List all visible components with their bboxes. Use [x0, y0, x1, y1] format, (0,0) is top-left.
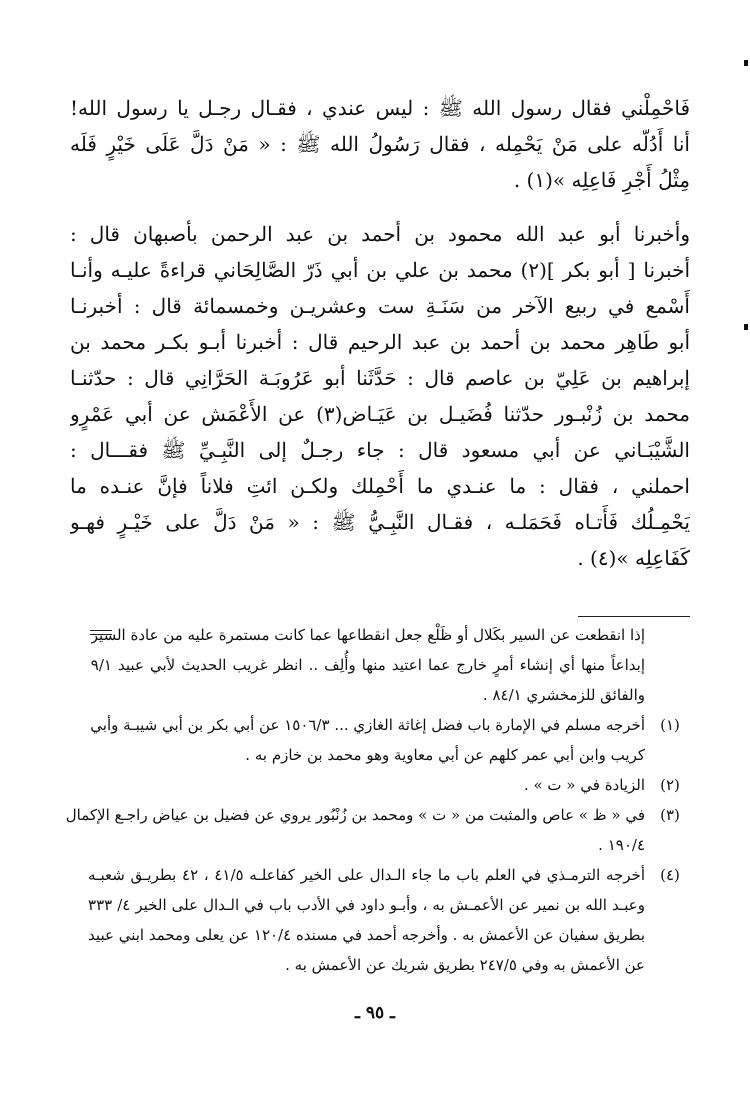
- text-line: أخبرنا [ أبو بكر ](٢) محمد بن علي بن أبي ذَرّ الصَّالِحَاني قراءةً عليـه وأنـا: [70, 258, 690, 282]
- text-line: وأخبرنا أبو عبد الله محمود بن أحمد بن عبد الرحمن بأصبهان قال :: [70, 222, 690, 246]
- scan-edge-mark: [744, 60, 748, 66]
- text-line: احملني ، فقال : ما عنـدي ما أَحْمِلك ولكـن ائتِ فلاناً فإنَّ عنـده ما: [70, 474, 690, 498]
- footnote-1: [90, 710, 695, 770]
- text-line: كَفَاعِلِه »(٤) .: [577, 546, 690, 570]
- text-line: أنا أَدُلّه على مَنْ يَحْمِله ، فقال رَسُولُ الله ﷺ : « مَنْ دَلَّ عَلَى خَيْرٍ فَلَه: [70, 132, 690, 156]
- footnote-line: ١٩٠/٤ .: [598, 836, 645, 854]
- text-line: أبو طَاهِر محمد بن أحمد بن عبد الرحيم قال : أخبرنا أبـو بكـر محمد بن: [70, 330, 690, 354]
- footnote-line: أخرجه الترمـذي في العلم باب ما جاء الـدال على الخير كفاعلـه ٤١/٥ ، ٤٢ بطريـق شعبـه: [88, 866, 645, 884]
- footnote-line: بطريق سفيان عن الأعمش به . وأخرجه أحمد في مسنده ١٢٠/٤ عن يعلى ومحمد ابني عبيد: [88, 926, 645, 944]
- footnote-line: إذا انقطعت عن السير بكَلال أو ظَلْع جعل انقطاعها عما كانت مستمرة عليه من عادة السير: [90, 626, 645, 644]
- footnote-line: وعبـد الله بن نمير عن الأعمـش به ، وأبـو داود في الأدب باب في الـدال على الخير ٤/ ٣٣٣: [88, 896, 645, 914]
- footnote-line: كريب وابن أبي عمر كلهم عن أبي معاوية وهو محمد بن خازم به .: [245, 746, 645, 764]
- text-line: فَاحْمِلْني فقال رسول الله ﷺ : ليس عندي ، فقـال رجـل يا رسول الله!: [70, 96, 690, 120]
- footnote-line: إبداعاً منها أي إنشاء أمرٍ خارج عما اعتيد منها وأُلِف .. انظر غريب الحديث لأبي عبيد ٩/١: [90, 656, 645, 674]
- text-line: مِثْلُ أَجْرِ فَاعِلِه »(١) .: [513, 168, 690, 192]
- footnote-line: أخرجه مسلم في الإمارة باب فضل إغاثة الغازي ... ١٥٠٦/٣ عن أبي بكر بن أبي شيبـة وأبي: [90, 716, 645, 734]
- footnote-line: والفائق للزمخشري ٨٤/١ .: [482, 686, 645, 704]
- main-text-block: [70, 90, 690, 576]
- footnote-3: [65, 800, 695, 860]
- footnote-4: [88, 860, 695, 980]
- scan-edge-mark: [744, 324, 748, 330]
- footnote-number: (٢): [660, 776, 680, 794]
- footnotes: [65, 620, 695, 980]
- text-line: الشَّيْبَـاني عن أبي مسعود قال : جاء رجـلٌ إلى النَّبِـيِّ ﷺ فقـــال :: [70, 438, 690, 462]
- page-number: ـ ٩٥ ـ: [354, 1003, 396, 1023]
- footnote-2: [95, 770, 695, 800]
- footnote-number: (٣): [660, 806, 680, 824]
- footnote-line: في « ظ » عاص والمثبت من « ت » ومحمد بن زُنْبُور يروي عن فضيل بن عياض راجـع الإكمال: [65, 806, 645, 824]
- footnote-line: الزيادة في « ت » .: [523, 776, 645, 794]
- footnote-number: (١): [660, 716, 680, 734]
- text-line: أَسْمع في ربيع الآخر من سَنَـةِ ست وعشريـن وخمسمائة قال : أخبرنـا: [70, 294, 690, 318]
- footnote-number: [645, 620, 695, 710]
- footnote-separator: [578, 616, 690, 617]
- footnote-number: (٤): [660, 866, 680, 884]
- text-line: يَحْمِـلُك فَأَتـاه فَحَمَلـه ، فقـال النَّبِـيُّ ﷺ : « مَنْ دَلَّ على خَيْـرٍ فهـو: [70, 510, 690, 534]
- text-line: محمد بن زُنْبـور حدّثنا فُضَيـل بن عَيَـاض(٣) عن الأَعْمَش عن أبي عَمْرٍو: [70, 402, 690, 426]
- text-line: إبراهيم بن عَلِيّ بن عاصم قال : حَدَّثَنا أبو عَرُوبَـة الحَرَّانِي قال : حدّثنـا: [70, 366, 690, 390]
- footnote-continuation: [90, 620, 695, 710]
- footnote-line: عن الأعمش به وفي ٢٤٧/٥ بطريق شريك عن الأعمش به .: [285, 956, 645, 974]
